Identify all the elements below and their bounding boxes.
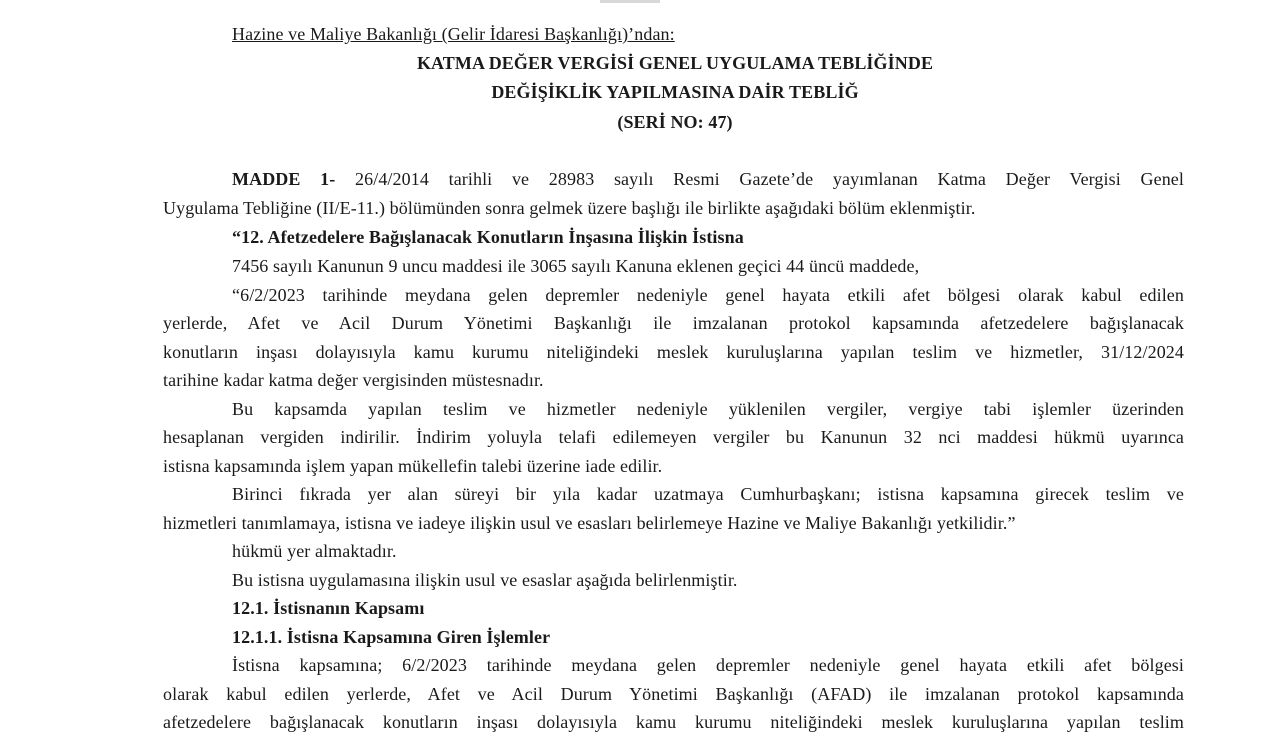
madde-text: 26/4/2014 tarihli ve 28983 sayılı Resmi Gazete’de yayımlanan Katma Değer Vergisi Genel xyxy=(335,169,1184,189)
paragraph-2-line-2: hesaplanan vergiden indirilir. İndirim yoluyla telafi edilemeyen vergiler bu Kanunun 32 nci maddesi hükmü uyarınca xyxy=(163,427,1184,447)
quote-line-3: konutların inşası dolayısıyla kamu kurumu niteliğindeki meslek kuruluşlarına yapılan teslim ve hizmetler, 31/12/2024 xyxy=(163,342,1184,362)
paragraph-3-line-1: Birinci fıkrada yer alan süreyi bir yıla kadar uzatmaya Cumhurbaşkanı; istisna kapsamına girecek teslim ve xyxy=(232,484,1184,504)
page-edge-fragment xyxy=(600,0,660,3)
paragraph-4-line-1: İstisna kapsamına; 6/2/2023 tarihinde meydana gelen depremler nedeniyle genel hayata etkili afet bölgesi xyxy=(232,655,1184,675)
madde-1-line-2: Uygulama Tebliğine (II/E-11.) bölümünden sonra gelmek üzere başlığı ile birlikte aşağıdaki bölüm eklenmiştir. xyxy=(163,198,976,218)
title-line-1: KATMA DEĞER VERGİSİ GENEL UYGULAMA TEBLİĞİNDE xyxy=(416,53,934,73)
usul-line: Bu istisna uygulamasına ilişkin usul ve esaslar aşağıda belirlenmiştir. xyxy=(232,570,738,590)
paragraph-4-line-3: afetzedelere bağışlanacak konutların inşası dolayısıyla kamu kurumu niteliğindeki meslek kuruluşlarına yapılan teslim xyxy=(163,712,1184,732)
paragraph-2-line-1: Bu kapsamda yapılan teslim ve hizmetler nedeniyle yüklenilen vergiler, vergiye tabi işlemler üzerinden xyxy=(232,399,1184,419)
madde-label: MADDE 1- xyxy=(232,169,336,189)
hukmu-line: hükmü yer almaktadır. xyxy=(232,541,397,561)
sub-heading-12-1: 12.1. İstisnanın Kapsamı xyxy=(232,598,425,618)
title-line-2: DEĞİŞİKLİK YAPILMASINA DAİR TEBLİĞ xyxy=(491,82,859,102)
section-heading: “12. Afetzedelere Bağışlanacak Konutların İnşasına İlişkin İstisna xyxy=(232,227,744,247)
madde-1-line-1 xyxy=(232,168,1184,190)
quote-line-4: tarihine kadar katma değer vergisinden müstesnadır. xyxy=(163,370,544,390)
quote-line-1: “6/2/2023 tarihinde meydana gelen depremler nedeniyle genel hayata etkili afet bölgesi olarak kabul edilen xyxy=(232,285,1184,305)
quote-line-2: yerlerde, Afet ve Acil Durum Yönetimi Başkanlığı ile imzalanan protokol kapsamında afetzedelere bağışlanacak xyxy=(163,313,1184,333)
law-reference: 7456 sayılı Kanunun 9 uncu maddesi ile 3065 sayılı Kanuna eklenen geçici 44 üncü maddede, xyxy=(232,256,920,276)
sub-heading-12-1-1: 12.1.1. İstisna Kapsamına Giren İşlemler xyxy=(232,627,551,647)
paragraph-2-line-3: istisna kapsamında işlem yapan mükellefin talebi üzerine iade edilir. xyxy=(163,456,663,476)
serial-number: (SERİ NO: 47) xyxy=(617,112,733,132)
paragraph-3-line-2: hizmetleri tanımlamaya, istisna ve iadeye ilişkin usul ve esasları belirlemeye Hazine ve Maliye Bakanlığı yetkilidir.” xyxy=(163,513,1016,533)
paragraph-4-line-2: olarak kabul edilen yerlerde, Afet ve Acil Durum Yönetimi Başkanlığı (AFAD) ile imzalanan protokol kapsamında xyxy=(163,684,1184,704)
issuer-line: Hazine ve Maliye Bakanlığı (Gelir İdaresi Başkanlığı)’ndan: xyxy=(232,24,675,44)
